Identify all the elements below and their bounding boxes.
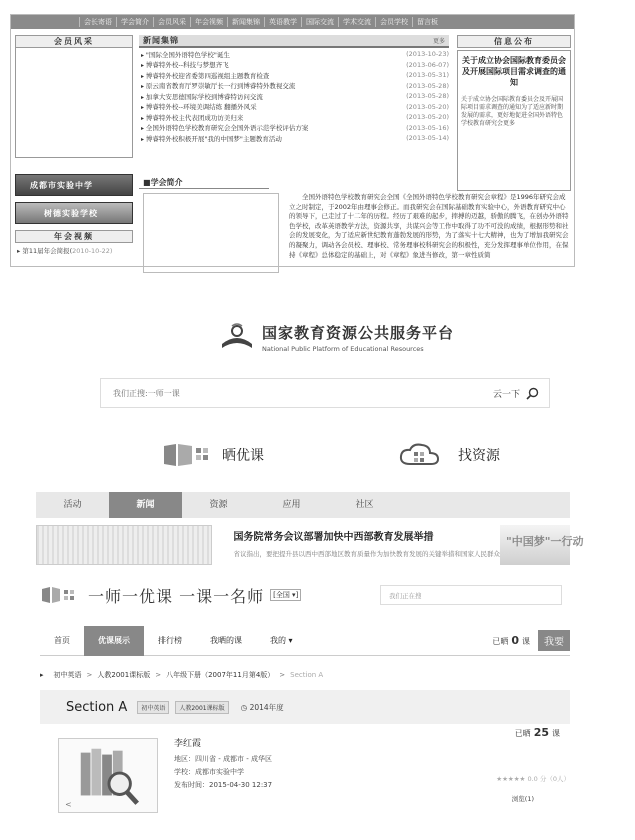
lesson-header [40,578,570,612]
tab-application[interactable]: 应用 [282,500,301,510]
news-tab-panel [36,492,584,564]
breadcrumb: ▸ 初中英语 > 人教2001课标版 > 八年级下册（2007年11月第4版） > Section A [40,671,324,679]
news-item[interactable]: ▸ 博睿特外校积极开展"我的中国梦"主题教育活动 (2013-05-14) [139,133,449,144]
platform-search-input[interactable] [101,389,493,398]
breadcrumb-current: Section A [290,671,324,679]
school-banner-2[interactable]: 树德实验学校 [15,202,133,224]
news-column [139,35,449,144]
nav-item[interactable]: 新闻集锦 [227,17,264,27]
annual-video-title: 年会视频 [15,230,133,243]
association-website-screenshot [10,14,575,267]
publish-time: 发布时间：2015-04-30 12:37 [174,781,273,789]
news-summary: 省议指出，要把提升县以西中西部地区教育质量作为加快教育发展的关键举措和国家人民群众 [233,550,500,558]
nav-item[interactable]: 国际交流 [301,17,338,27]
slogan: 一师一优课 一课一名师 [88,586,265,606]
nav-my-lessons[interactable]: 我晒的课 [210,635,242,645]
tab-resource[interactable]: 资源 [209,500,228,510]
lesson-card [40,724,570,834]
tab-community[interactable]: 社区 [355,500,374,510]
news-item[interactable]: ▸ 博睿特外校迎省委第四巡视组主题教育检查 (2013-05-31) [139,70,449,81]
left-column [15,35,133,260]
nav-item[interactable]: 英语教学 [264,17,301,27]
lesson-search-input[interactable]: 我们正在搜 [380,585,562,605]
info-box-title: 信息公布 [457,35,571,48]
show-lesson-link[interactable]: 晒优课 [160,440,264,470]
lesson-page-panel [40,578,570,840]
news-item[interactable]: ▸ 博睿特外校--环境美调结练 翻播外风采 (2013-05-20) [139,102,449,113]
platform-search-bar [100,378,550,408]
top-nav [11,15,574,29]
find-resource-link[interactable]: 找资源 [396,440,500,470]
intro-text: 全国外语特色学校教育研究会全国《全国外语特色学校教育研究会章程》是1996年研究会成立之时制定，于2002年由理事会修正。而我研究会在国际基础教育实验中心，外语教育研究中心的领导下，已走过了十二年的历程。经历了艰难的起步，摔搏的迈越，骄傲的腾飞，在创办外语特色学校，改革英语教学方法，资源共享，共谋兴会等工作中取得了功不可没的成绩，根据形势和社会的发展变化，为了适应新世纪教育蓬勃发展的形势，为了落实十七大精神，也为了增加我研究会的凝聚力，调动各会员校、理事校、常务理事校科研究会的积极性，充分发挥理事单位作用，在保持《章程》总体稳定的基础上，对《章程》象进当修改，第一章性质简 [289,193,569,259]
shared-count: 已晒 0 课 [492,634,530,647]
nav-ranking[interactable]: 排行榜 [158,635,182,645]
school-banner-1[interactable]: 成都市实验中学 [15,174,133,196]
nav-item[interactable]: 会长寄语 [79,17,116,27]
region-selector[interactable]: [全国 ▾] [270,589,301,601]
tab-activity[interactable]: 活动 [63,500,82,510]
nav-item[interactable]: 年会视频 [190,17,227,27]
lesson-nav [40,626,570,656]
svg-text:<: < [65,800,72,810]
year-label: ◷ 2014年度 [240,702,284,712]
search-button[interactable]: 云一下 [493,387,549,400]
nav-home[interactable]: 首页 [54,635,70,645]
news-item[interactable]: ▸ 博睿特外校主代表团成功访美归来 (2013-05-20) [139,112,449,123]
subject-tag: 初中英语 [137,701,169,714]
news-image[interactable] [36,525,212,565]
nav-item[interactable]: 会员风采 [153,17,190,27]
news-item[interactable]: ▸ 全国外语特色学校教育研究会全国外语示范学校评估方案 (2013-05-16) [139,123,449,134]
intro-section [139,178,571,273]
news-headline[interactable]: 国务院常务会议部署加快中西部教育发展举措 [233,532,434,543]
tab-news[interactable]: 新闻 [109,492,182,518]
logo-english: National Public Platform of Educational Resources [262,345,424,353]
news-title: 新闻集锦 [143,36,179,45]
news-item[interactable]: ▸ 原云南省教育厅罗崇敏厅长一行到博睿特外教视交流 (2013-05-28) [139,81,449,92]
logo-chinese: 国家教育资源公共服务平台 [262,324,455,342]
news-header [139,35,449,48]
lesson-logo-icon [40,585,80,605]
annual-list [15,243,133,260]
teacher-school: 学校：成都市实验中学 [174,768,244,776]
lesson-thumbnail[interactable] [58,738,158,813]
search-icon [526,387,539,400]
breadcrumb-item[interactable]: 人教2001课标版 [97,671,151,679]
nav-showcase[interactable]: 优课展示 [84,626,144,656]
section-bar [40,690,570,724]
member-gallery [15,48,133,158]
book-logo-icon [218,324,256,352]
cloud-resource-icon [396,440,452,470]
tab-bar [36,492,570,518]
breadcrumb-item[interactable]: 初中英语 [53,671,82,679]
info-text: 关于成立协会国际教育委员会及开展国际项目需求调查的通知为了适应新时期发展的需求，更好地促进全国外语特色学校教育研究会更多 [461,96,564,127]
nav-item[interactable]: 留言板 [412,17,442,27]
platform-logo[interactable] [218,322,454,353]
intro-title: ■学会简介 [139,178,269,189]
more-link[interactable]: 更多 [432,38,445,45]
news-item[interactable]: ▸ "国际全国外语特色学校"诞生 (2013-10-23) [139,49,449,60]
rating-stars[interactable]: ★★★★★ 0.0 分（0人） [496,775,570,783]
teacher-region: 地区：四川省 - 成都市 - 成华区 [174,755,272,763]
nav-item[interactable]: 会员学校 [375,17,412,27]
info-column [457,35,571,191]
news-item[interactable]: ▸ 加拿大安思德国际学校到博睿特访问交流 (2013-05-28) [139,91,449,102]
info-headline[interactable]: 关于成立协会国际教育委员会及开展国际项目需求调查的通知 [462,56,566,87]
news-list [139,48,449,144]
clock-icon: ◷ [240,702,248,712]
section-title: Section A [66,699,128,715]
nav-my-menu[interactable]: 我的 ▾ [270,635,293,645]
upload-button[interactable]: 我要 [538,630,570,651]
news-banner [36,525,584,565]
nav-item[interactable]: 学术交流 [338,17,375,27]
teacher-name[interactable]: 李红霞 [174,739,202,749]
show-lesson-icon [160,440,216,470]
view-count: 浏览(1) [511,795,534,803]
edition-tag: 人教2001课标版 [175,701,228,714]
news-item[interactable]: ▸ 博睿特外校--科技与梦想齐飞 (2013-06-07) [139,60,449,71]
intro-image [143,193,279,273]
member-title: 会员风采 [15,35,133,48]
china-dream-banner[interactable]: "中国梦"一行动 [500,525,570,565]
teacher-info [174,738,272,792]
breadcrumb-item[interactable]: 八年级下册（2007年11月第4版） [166,671,275,679]
list-item[interactable]: ▸ 第11届年会简报(2010-10-22) [17,247,113,255]
nav-item[interactable]: 学会简介 [116,17,153,27]
info-box [457,50,571,191]
section-shared-count: 已晒 25 课 [514,726,560,739]
